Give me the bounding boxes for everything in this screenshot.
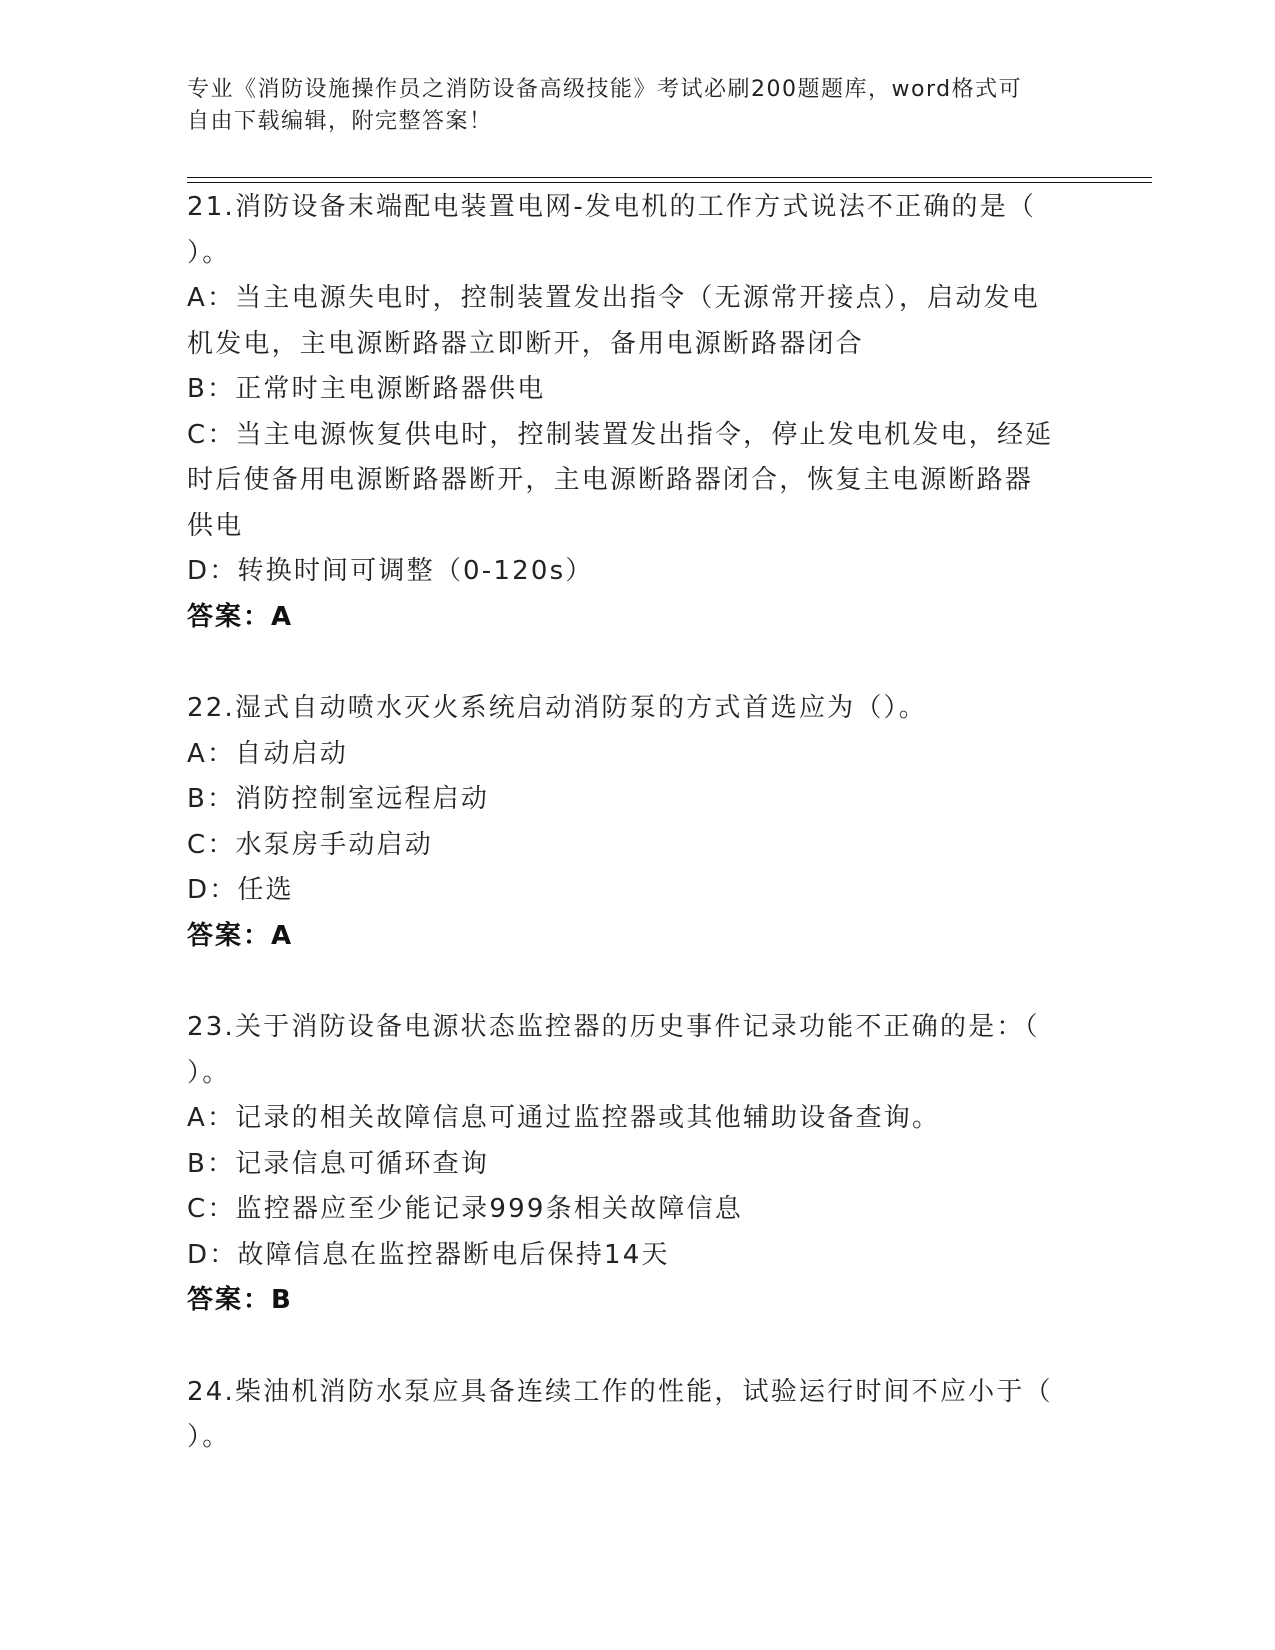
option-c-cont: 时后使备用电源断路器断开，主电源断路器闭合，恢复主电源断路器 bbox=[187, 465, 1034, 495]
option-c: C：当主电源恢复供电时，控制装置发出指令，停止发电机发电，经延 bbox=[187, 419, 1054, 450]
answer: 答案：A bbox=[187, 920, 294, 951]
option-c: C：水泵房手动启动 bbox=[187, 829, 433, 860]
question-stem: 21.消防设备末端配电装置电网-发电机的工作方式说法不正确的是（ bbox=[187, 192, 1037, 222]
option-c: C：监控器应至少能记录999条相关故障信息 bbox=[187, 1194, 743, 1224]
header-rule-bottom bbox=[187, 182, 1152, 183]
option-d: D：转换时间可调整（0-120s） bbox=[187, 556, 594, 586]
question-22 bbox=[187, 686, 1077, 959]
question-list bbox=[187, 185, 1077, 1461]
question-21 bbox=[187, 185, 1077, 640]
question-stem-cont: ）。 bbox=[187, 1057, 231, 1088]
question-stem-cont: ）。 bbox=[187, 1422, 231, 1452]
option-a-cont: 机发电，主电源断路器立即断开，备用电源断路器闭合 bbox=[187, 328, 864, 359]
header-rule-top bbox=[187, 177, 1152, 178]
header-line-2: 自由下载编辑，附完整答案！ bbox=[187, 109, 493, 134]
option-a: A：自动启动 bbox=[187, 738, 348, 769]
answer: 答案：A bbox=[187, 601, 294, 632]
question-23 bbox=[187, 1005, 1077, 1324]
option-b: B：消防控制室远程启动 bbox=[187, 784, 490, 814]
answer: 答案：B bbox=[187, 1285, 293, 1315]
question-gap bbox=[187, 640, 1077, 686]
option-b: B：记录信息可循环查询 bbox=[187, 1148, 490, 1179]
question-stem: 24.柴油机消防水泵应具备连续工作的性能，试验运行时间不应小于（ bbox=[187, 1376, 1053, 1407]
option-a: A：当主电源失电时，控制装置发出指令（无源常开接点），启动发电 bbox=[187, 283, 1040, 313]
document-header bbox=[187, 74, 1067, 138]
question-24 bbox=[187, 1370, 1077, 1461]
header-line-1: 专业《消防设施操作员之消防设备高级技能》考试必刷200题题库，word格式可 bbox=[187, 77, 1023, 102]
question-gap bbox=[187, 959, 1077, 1005]
question-stem: 22.湿式自动喷水灭火系统启动消防泵的方式首选应为（）。 bbox=[187, 693, 927, 723]
option-b: B：正常时主电源断路器供电 bbox=[187, 374, 546, 404]
question-gap bbox=[187, 1324, 1077, 1370]
option-a: A：记录的相关故障信息可通过监控器或其他辅助设备查询。 bbox=[187, 1103, 941, 1133]
question-stem: 23.关于消防设备电源状态监控器的历史事件记录功能不正确的是：（ bbox=[187, 1012, 1040, 1042]
option-d: D：故障信息在监控器断电后保持14天 bbox=[187, 1239, 670, 1270]
option-c-cont: 供电 bbox=[187, 510, 244, 541]
question-stem-cont: ）。 bbox=[187, 237, 231, 268]
option-d: D：任选 bbox=[187, 875, 294, 905]
